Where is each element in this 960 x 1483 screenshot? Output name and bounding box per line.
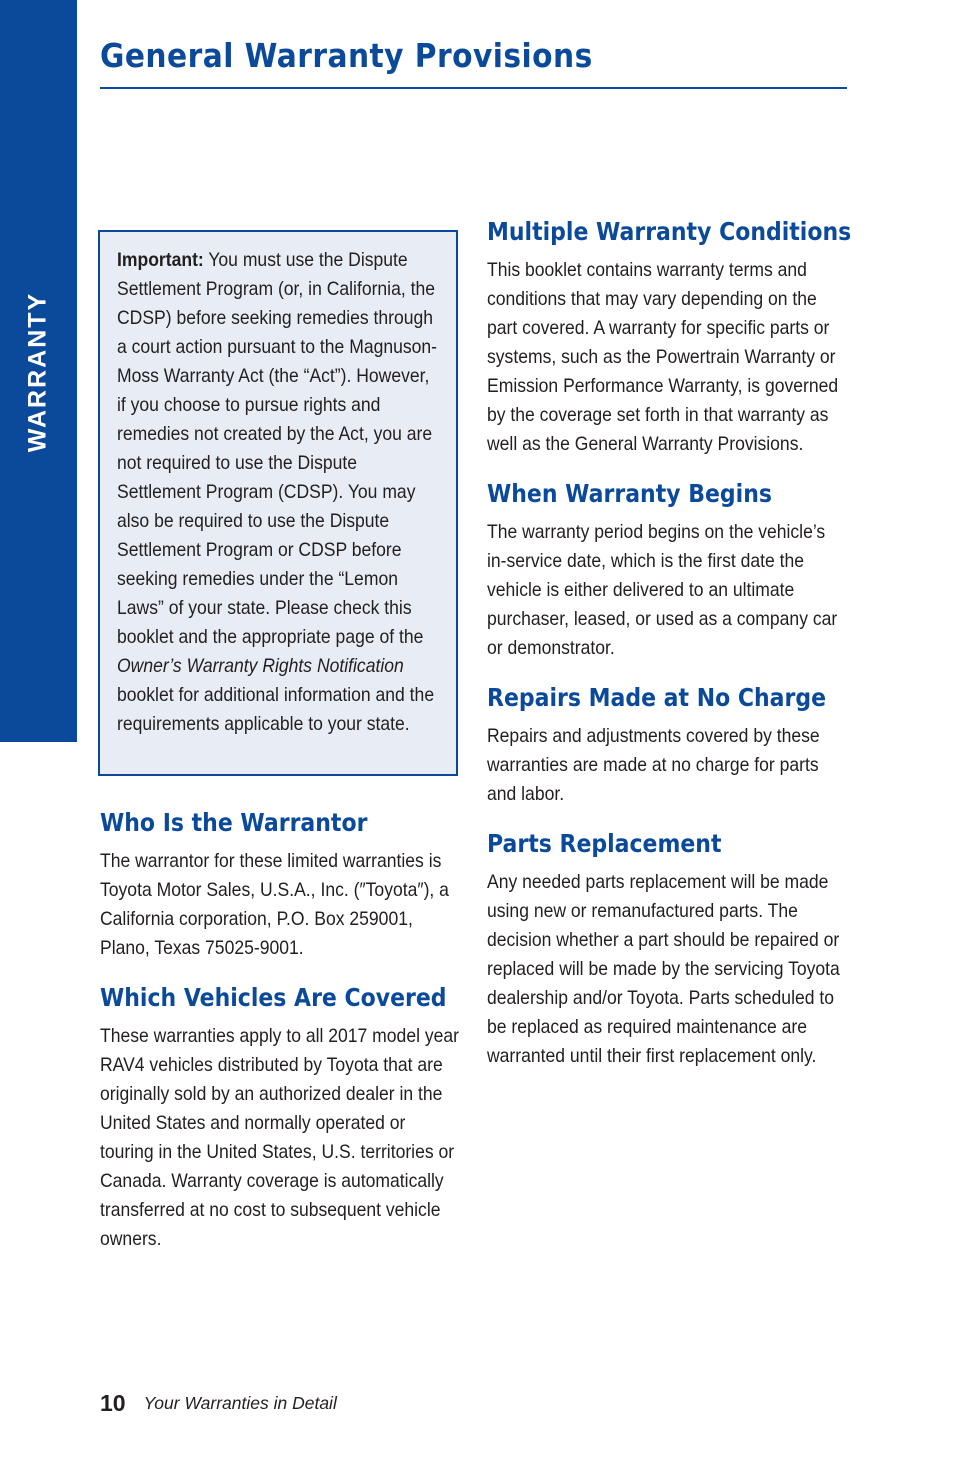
footer-text: Your Warranties in Detail — [143, 1393, 337, 1413]
section-body: The warrantor for these limited warranties is Toyota Motor Sales, U.S.A., Inc. (″Toyota″), a California corporation, P.O. Box 259001, Plano, Texas 75025-9001. — [100, 850, 449, 959]
section-body: Any needed parts replacement will be made using new or remanufactured parts. The decision whether a part should be repaired or replaced will be made by the servicing Toyota dealership and/or Toyota. Parts scheduled to be replaced as required maintenance are warranted until their first replacement only. — [487, 871, 840, 1067]
important-text-2: booklet for additional information and the requirements applicable to your state. — [117, 684, 435, 735]
section-heading: When Warranty Begins — [487, 479, 772, 508]
section-heading: Who Is the Warrantor — [100, 808, 368, 837]
important-italic-title: Owner’s Warranty Rights Notification — [117, 655, 404, 677]
important-notice-box — [98, 230, 458, 776]
right-column — [487, 215, 852, 1089]
page-title: General Warranty Provisions — [100, 36, 593, 75]
side-tab-label: WARRANTY — [23, 291, 52, 453]
section-heading: Multiple Warranty Conditions — [487, 217, 852, 246]
section-parts-replacement — [487, 827, 847, 1071]
section-no-charge — [487, 681, 847, 809]
section-heading: Parts Replacement — [487, 829, 722, 858]
side-tab — [0, 0, 77, 742]
section-heading: Repairs Made at No Charge — [487, 683, 827, 712]
section-warranty-begins — [487, 477, 847, 663]
section-who-is-warrantor — [100, 806, 460, 963]
title-divider — [100, 87, 847, 89]
section-body: These warranties apply to all 2017 model year RAV4 vehicles distributed by Toyota that are originally sold by an authorized dealer in the United States and normally operated or touring in the United States, U.S. territories or Canada. Warranty coverage is automatically transferred at no cost to subsequent vehicle owners. — [100, 1025, 460, 1250]
left-column — [100, 806, 460, 1272]
important-notice-text — [117, 246, 439, 739]
page-number: 10 — [100, 1390, 126, 1416]
section-vehicles-covered — [100, 981, 460, 1254]
important-text-1: You must use the Dispute Settlement Program (or, in California, the CDSP) before seeking remedies through a court action pursuant to the Magnuson-Moss Warranty Act (the “Act”). However, if you choose to pursue rights and remedies not created by the Act, you are not required to use the Dispute Settlement Program (CDSP). You may also be required to use the Dispute Settlement Program or CDSP before seeking remedies under the “Lemon Laws” of your state. Please check this booklet and the appropriate page of the — [117, 249, 438, 648]
section-heading: Which Vehicles Are Covered — [100, 983, 447, 1012]
page-footer — [100, 1390, 337, 1417]
section-body: The warranty period begins on the vehicle’s in-service date, which is the first date the vehicle is either delivered to an ultimate purchaser, leased, or used as a company car or demonstrator. — [487, 521, 838, 659]
section-body: Repairs and adjustments covered by these warranties are made at no charge for parts and labor. — [487, 725, 820, 805]
section-body: This booklet contains warranty terms and conditions that may vary depending on the part covered. A warranty for specific parts or systems, such as the Powertrain Warranty or Emission Performance Warranty, is governed by the coverage set forth in that warranty as well as the General Warranty Provisions. — [487, 259, 839, 455]
important-label: Important: — [117, 249, 204, 271]
section-multiple-conditions — [487, 215, 852, 459]
